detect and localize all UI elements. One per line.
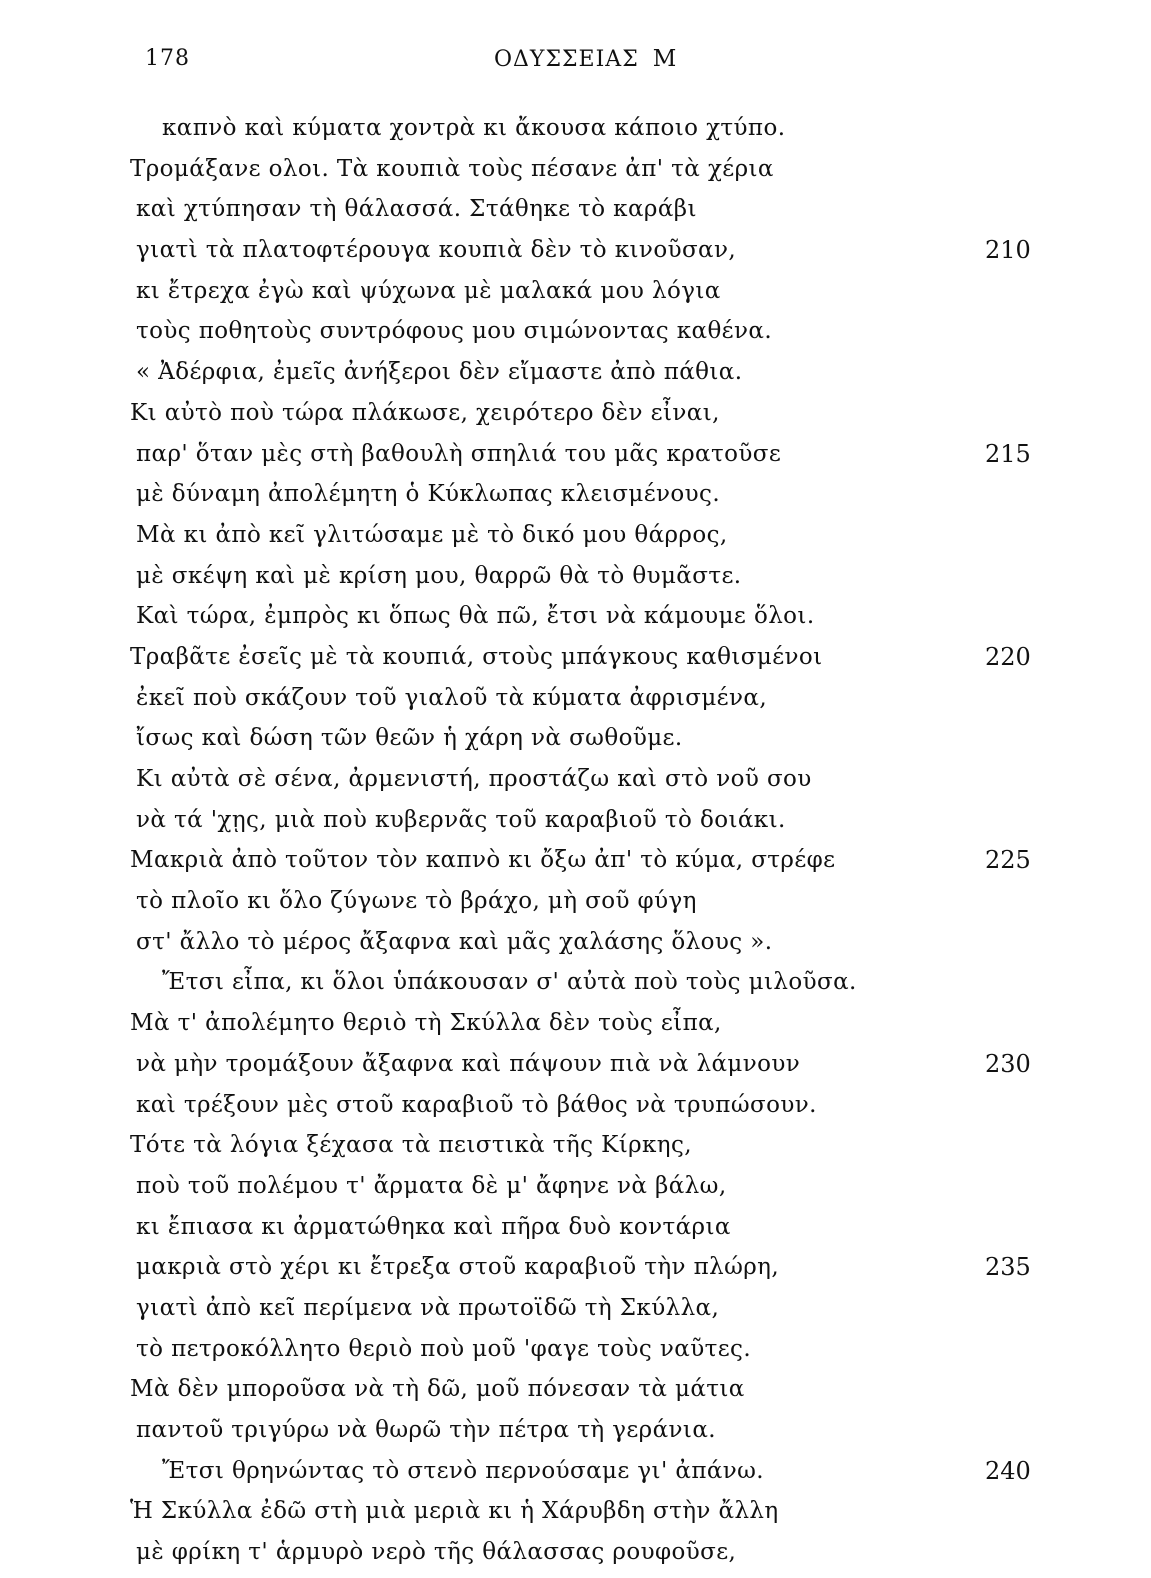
running-title bbox=[494, 46, 677, 72]
verse-text: τὸ πετροκόλλητο θεριὸ ποὺ μοῦ 'φαγε τοὺς ναῦτες. bbox=[136, 1335, 752, 1362]
verse-line bbox=[0, 723, 1151, 764]
page-header bbox=[0, 46, 1151, 78]
verse-text: καπνὸ καὶ κύματα χοντρὰ κι ἄκουσα κάποιο χτύπο. bbox=[162, 115, 786, 141]
verse-list bbox=[0, 113, 1151, 1578]
verse-text: νὰ μὴν τρομάξουν ἄξαφνα καὶ πάψουν πιὰ νὰ λάμνουν bbox=[136, 1050, 801, 1077]
verse-line bbox=[0, 154, 1151, 195]
line-number: 220 bbox=[985, 642, 1031, 671]
verse-line bbox=[0, 1171, 1151, 1212]
verse-text: καὶ χτύπησαν τὴ θάλασσά. Στάθηκε τὸ καράβι bbox=[136, 196, 697, 223]
verse-line bbox=[0, 601, 1151, 642]
line-number: 225 bbox=[985, 846, 1031, 875]
book-title: ΟΔΥΣΣΕΙΑΣ bbox=[494, 47, 639, 72]
verse-text: παρ' ὅταν μὲς στὴ βαθουλὴ σπηλιά του μᾶς κρατοῦσε bbox=[136, 440, 782, 467]
verse-text: κι ἔπιασα κι ἀρματώθηκα καὶ πῆρα δυὸ κοντάρια bbox=[136, 1213, 731, 1240]
verse-text: κι ἔτρεχα ἐγὼ καὶ ψύχωνα μὲ μαλακά μου λόγια bbox=[136, 277, 721, 304]
verse-text: νὰ τά 'χῃς, μιὰ ποὺ κυβερνᾶς τοῦ καραβιοῦ τὸ δοιάκι. bbox=[136, 806, 786, 833]
verse-line bbox=[0, 1456, 1151, 1497]
verse-text: Μακριὰ ἀπὸ τοῦτον τὸν καπνὸ κι ὄξω ἀπ' τὸ κύμα, στρέφε bbox=[130, 847, 836, 874]
line-number: 230 bbox=[985, 1049, 1031, 1078]
verse-text: « Ἀδέρφια, ἐμεῖς ἀνήξεροι δὲν εἴμαστε ἀπὸ πάθια. bbox=[136, 359, 743, 386]
verse-line bbox=[0, 276, 1151, 317]
verse-line bbox=[0, 194, 1151, 235]
verse-text: μὲ δύναμη ἀπολέμητη ὁ Κύκλωπας κλεισμένους. bbox=[136, 481, 721, 508]
verse-line bbox=[0, 845, 1151, 886]
verse-line bbox=[0, 1252, 1151, 1293]
verse-text: παντοῦ τριγύρω νὰ θωρῶ τὴν πέτρα τὴ γεράνια. bbox=[136, 1417, 716, 1443]
verse-line bbox=[0, 357, 1151, 398]
verse-line bbox=[0, 683, 1151, 724]
verse-line bbox=[0, 967, 1151, 1008]
verse-line bbox=[0, 764, 1151, 805]
verse-text: τοὺς ποθητοὺς συντρόφους μου σιμώνοντας καθένα. bbox=[136, 318, 773, 345]
verse-text: μὲ φρίκη τ' ἁρμυρὸ νερὸ τῆς θάλασσας ρουφοῦσε, bbox=[136, 1539, 737, 1566]
verse-text: μακριὰ στὸ χέρι κι ἔτρεξα στοῦ καραβιοῦ τὴν πλώρη, bbox=[136, 1254, 780, 1281]
verse-line bbox=[0, 642, 1151, 683]
verse-line bbox=[0, 1537, 1151, 1578]
verse-text: μὲ σκέψη καὶ μὲ κρίση μου, θαρρῶ θὰ τὸ θυμᾶστε. bbox=[136, 562, 742, 589]
verse-text: Ἡ Σκύλλα ἐδῶ στὴ μιὰ μεριὰ κι ἡ Χάρυβδη στὴν ἄλλη bbox=[130, 1498, 779, 1525]
verse-text: γιατὶ τὰ πλατοφτέρουγα κουπιὰ δὲν τὸ κινοῦσαν, bbox=[136, 237, 737, 264]
verse-text: καὶ τρέξουν μὲς στοῦ καραβιοῦ τὸ βάθος νὰ τρυπώσουν. bbox=[136, 1091, 817, 1118]
verse-line bbox=[0, 113, 1151, 154]
verse-line bbox=[0, 927, 1151, 968]
verse-line bbox=[0, 1496, 1151, 1537]
verse-line bbox=[0, 1008, 1151, 1049]
verse-line bbox=[0, 479, 1151, 520]
verse-text: Μὰ δὲν μποροῦσα νὰ τὴ δῶ, μοῦ πόνεσαν τὰ μάτια bbox=[130, 1376, 745, 1403]
line-number: 215 bbox=[985, 439, 1031, 468]
verse-text: ποὺ τοῦ πολέμου τ' ἄρματα δὲ μ' ἄφηνε νὰ βάλω, bbox=[136, 1172, 727, 1199]
verse-text: Κι αὐτὰ σὲ σένα, ἀρμενιστή, προστάζω καὶ στὸ νοῦ σου bbox=[136, 766, 812, 792]
verse-line bbox=[0, 1090, 1151, 1131]
book-letter: Μ bbox=[652, 46, 678, 72]
verse-text: ἴσως καὶ δώση τῶν θεῶν ἡ χάρη νὰ σωθοῦμε. bbox=[136, 725, 683, 752]
line-number: 235 bbox=[985, 1253, 1031, 1282]
line-number: 210 bbox=[985, 236, 1031, 265]
verse-text: Μὰ τ' ἀπολέμητο θεριὸ τὴ Σκύλλα δὲν τοὺς εἶπα, bbox=[130, 1010, 722, 1037]
page-number: 178 bbox=[145, 46, 190, 71]
verse-text: Κι αὐτὸ ποὺ τώρα πλάκωσε, χειρότερο δὲν εἶναι, bbox=[130, 399, 720, 426]
verse-line bbox=[0, 561, 1151, 602]
verse-text: Ἔτσι εἶπα, κι ὅλοι ὑπάκουσαν σ' αὐτὰ ποὺ τοὺς μιλοῦσα. bbox=[162, 969, 857, 996]
verse-text: Τότε τὰ λόγια ξέχασα τὰ πειστικὰ τῆς Κίρκης, bbox=[130, 1132, 692, 1159]
verse-line bbox=[0, 1049, 1151, 1090]
line-number: 240 bbox=[985, 1456, 1031, 1485]
verse-line bbox=[0, 398, 1151, 439]
verse-line bbox=[0, 520, 1151, 561]
verse-text: Ἔτσι θρηνώντας τὸ στενὸ περνούσαμε γι' ἀπάνω. bbox=[162, 1457, 765, 1484]
verse-text: Μὰ κι ἀπὸ κεῖ γλιτώσαμε μὲ τὸ δικό μου θάρρος, bbox=[136, 521, 728, 548]
verse-line bbox=[0, 1415, 1151, 1456]
verse-text: στ' ἄλλο τὸ μέρος ἄξαφνα καὶ μᾶς χαλάσης ὅλους ». bbox=[136, 928, 773, 955]
verse-line bbox=[0, 1130, 1151, 1171]
verse-text: Καὶ τώρα, ἐμπρὸς κι ὅπως θὰ πῶ, ἔτσι νὰ κάμουμε ὅλοι. bbox=[136, 603, 815, 630]
verse-text: ἐκεῖ ποὺ σκάζουν τοῦ γιαλοῦ τὰ κύματα ἀφρισμένα, bbox=[136, 684, 768, 711]
verse-line bbox=[0, 1374, 1151, 1415]
verse-line bbox=[0, 805, 1151, 846]
verse-text: γιατὶ ἀπὸ κεῖ περίμενα νὰ πρωτοϊδῶ τὴ Σκύλλα, bbox=[136, 1294, 720, 1321]
verse-line bbox=[0, 316, 1151, 357]
verse-text: τὸ πλοῖο κι ὅλο ζύγωνε τὸ βράχο, μὴ σοῦ φύγη bbox=[136, 888, 697, 915]
verse-line bbox=[0, 235, 1151, 276]
verse-line bbox=[0, 1212, 1151, 1253]
verse-text: Τραβᾶτε ἐσεῖς μὲ τὰ κουπιά, στοὺς μπάγκους καθισμένοι bbox=[130, 643, 823, 670]
verse-text: Τρομάξανε ολοι. Τὰ κουπιὰ τοὺς πέσανε ἀπ' τὰ χέρια bbox=[130, 155, 774, 182]
verse-line bbox=[0, 886, 1151, 927]
verse-line bbox=[0, 1293, 1151, 1334]
verse-line bbox=[0, 439, 1151, 480]
verse-line bbox=[0, 1334, 1151, 1375]
